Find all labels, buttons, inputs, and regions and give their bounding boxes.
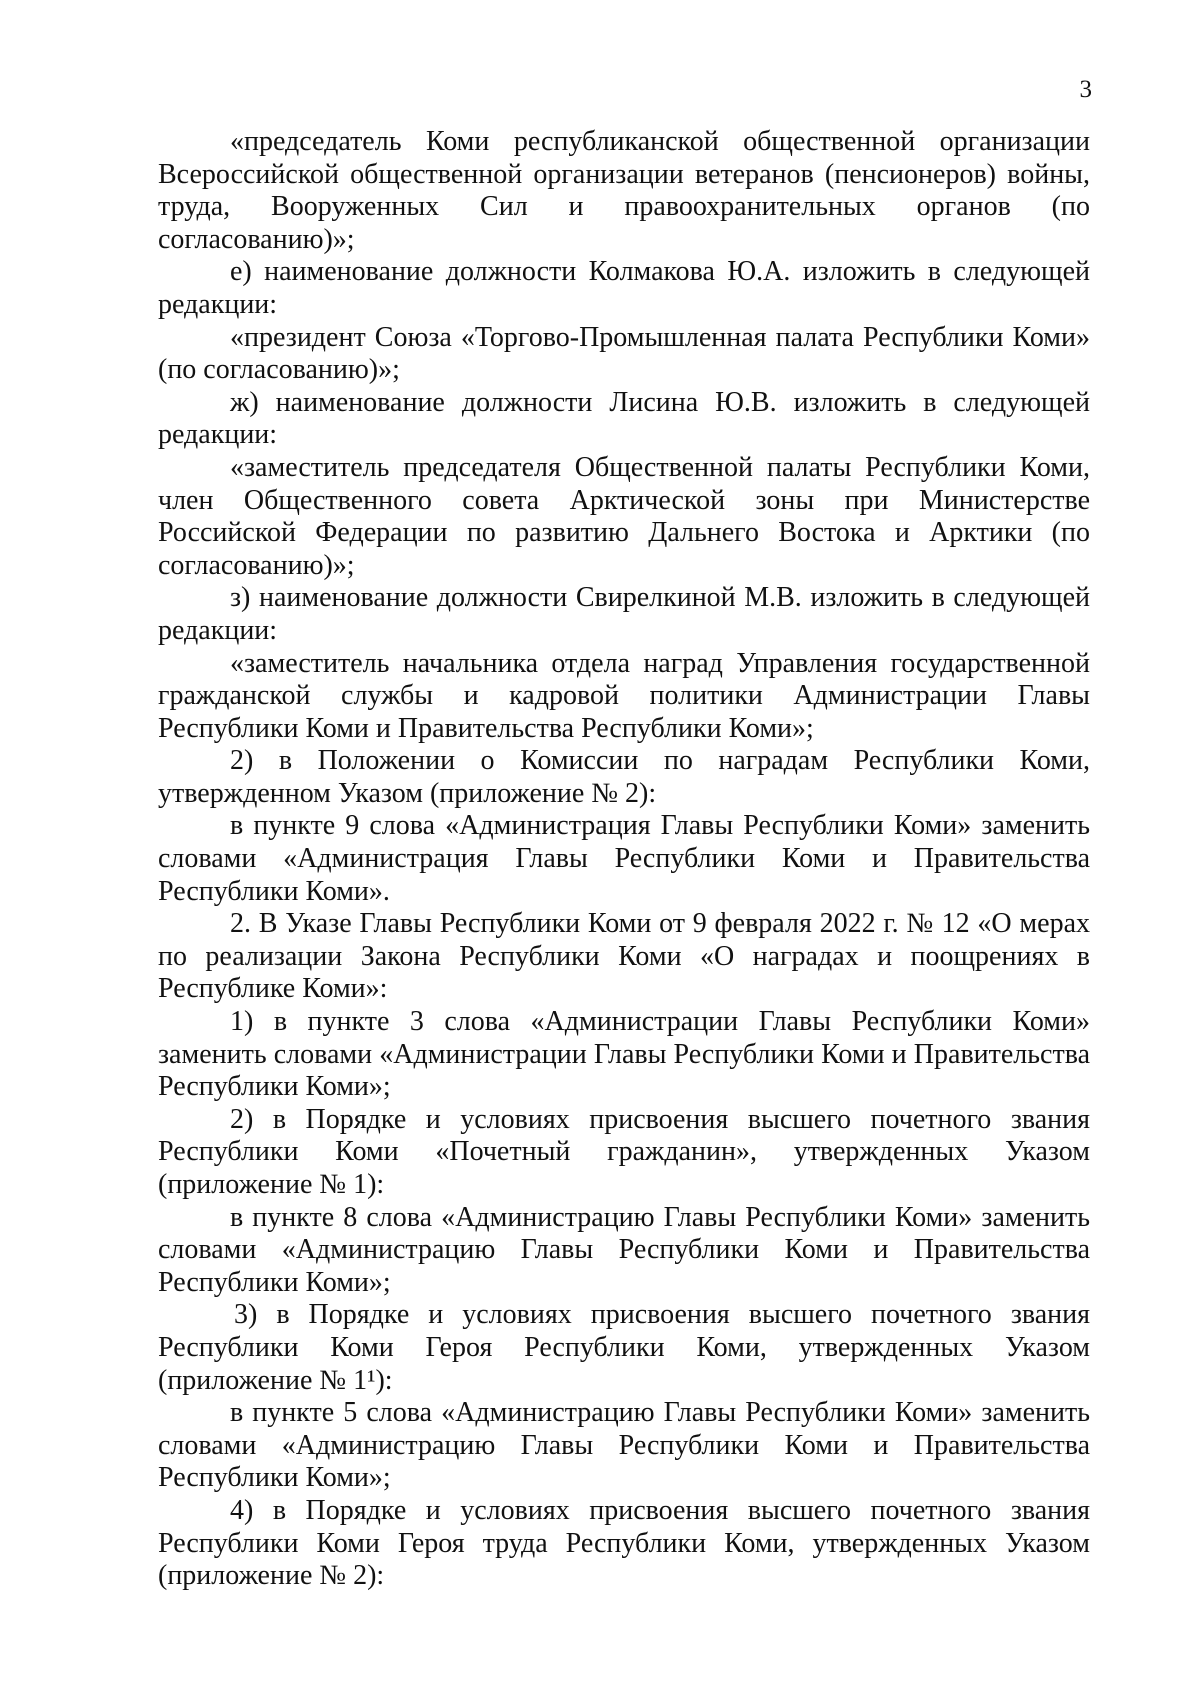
paragraph-14: 3) в Порядке и условиях присвоения высшего почетного звания Республики Коми Героя Республики Коми, утвержденных Указом (приложение № 1¹): xyxy=(158,1299,1090,1396)
paragraph-6: з) наименование должности Свирелкиной М.В. изложить в следующей редакции: xyxy=(158,582,1090,646)
paragraph-10: 2. В Указе Главы Республики Коми от 9 февраля 2022 г. № 12 «О мерах по реализации Закона Республики Коми «О наградах и поощрениях в Республике Коми»: xyxy=(158,908,1090,1005)
paragraph-5: «заместитель председателя Общественной палаты Республики Коми, член Общественного совета Арктической зоны при Министерстве Российской Федерации по развитию Дальнего Востока и Арктики (по согласованию)»; xyxy=(158,451,1090,581)
paragraph-11: 1) в пункте 3 слова «Администрации Главы Республики Коми» заменить словами «Администрации Главы Республики Коми и Правительства Республики Коми»; xyxy=(158,1006,1090,1103)
paragraph-7: «заместитель начальника отдела наград Управления государственной гражданской службы и кадровой политики Администрации Главы Республики Коми и Правительства Республики Коми»; xyxy=(158,647,1090,744)
paragraph-16: 4) в Порядке и условиях присвоения высшего почетного звания Республики Коми Героя труда Республики Коми, утвержденных Указом (приложение № 2): xyxy=(158,1494,1090,1592)
paragraph-1: «председатель Коми республиканской общественной организации Всероссийской общественной организации ветеранов (пенсионеров) войны, труда, Вооруженных Сил и правоохранительных органов (по согласованию)»; xyxy=(158,126,1090,255)
paragraph-9: в пункте 9 слова «Администрация Главы Республики Коми» заменить словами «Администрация Главы Республики Коми и Правительства Республики Коми». xyxy=(158,810,1090,907)
page-number: 3 xyxy=(1079,76,1092,103)
paragraph-8: 2) в Положении о Комиссии по наградам Республики Коми, утвержденном Указом (приложение № 2): xyxy=(158,745,1090,809)
paragraph-2: е) наименование должности Колмакова Ю.А. изложить в следующей редакции: xyxy=(158,256,1090,320)
paragraph-15: в пункте 5 слова «Администрацию Главы Республики Коми» заменить словами «Администрацию Главы Республики Коми и Правительства Республики Коми»; xyxy=(158,1397,1090,1494)
document-body xyxy=(158,126,1090,1593)
paragraph-12: 2) в Порядке и условиях присвоения высшего почетного звания Республики Коми «Почетный гражданин», утвержденных Указом (приложение № 1): xyxy=(158,1103,1090,1200)
paragraph-13: в пункте 8 слова «Администрацию Главы Республики Коми» заменить словами «Администрацию Главы Республики Коми и Правительства Республики Коми»; xyxy=(158,1201,1090,1298)
paragraph-3: «президент Союза «Торгово-Промышленная палата Республики Коми» (по согласованию)»; xyxy=(158,321,1090,386)
paragraph-4: ж) наименование должности Лисина Ю.В. изложить в следующей редакции: xyxy=(158,386,1090,451)
